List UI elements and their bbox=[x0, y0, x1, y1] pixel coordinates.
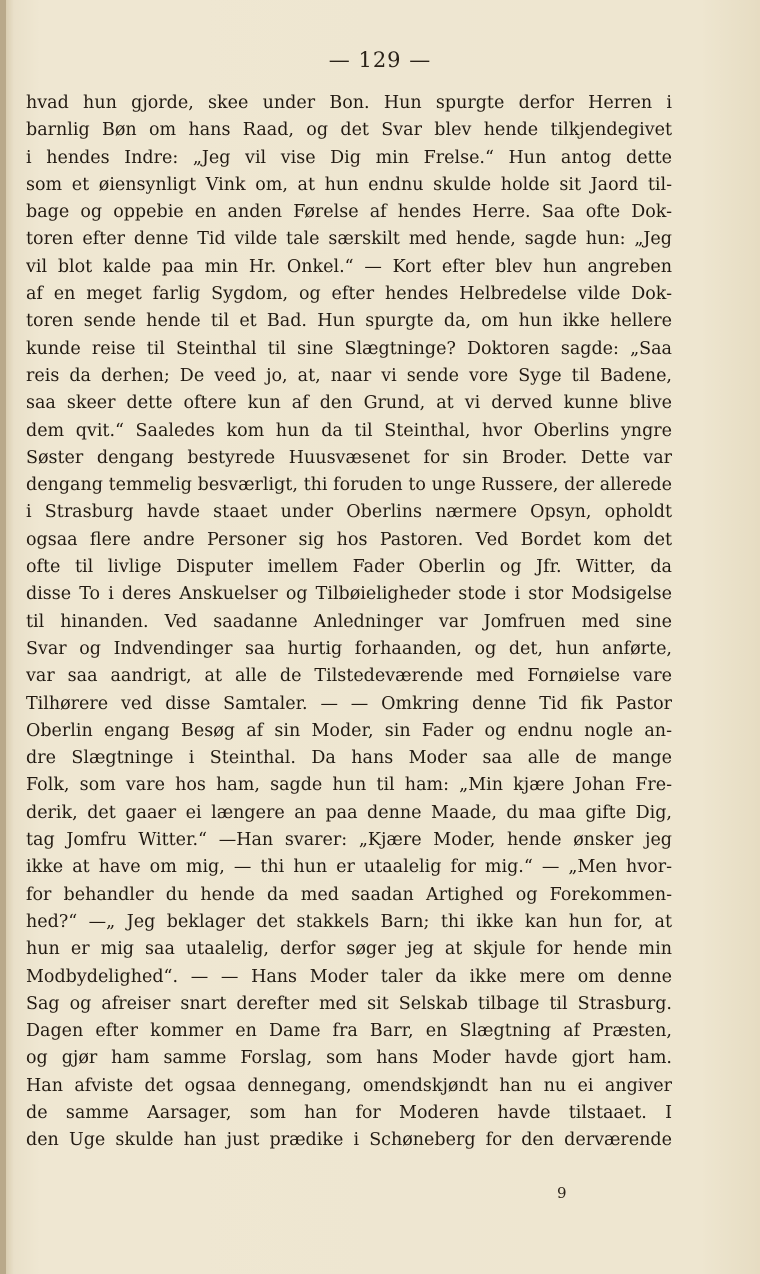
text-line: i Strasburg havde staaet under Oberlins nærmere Opsyn, opholdt bbox=[26, 502, 672, 523]
text-line: vil blot kalde paa min Hr. Onkel.“ — Kort efter blev hun angreben bbox=[26, 256, 672, 277]
text-line: ogsaa flere andre Personer sig hos Pastoren. Ved Bordet kom det bbox=[26, 529, 672, 550]
text-line: Oberlin engang Besøg af sin Moder, sin Fader og endnu nogle an- bbox=[26, 720, 672, 741]
text-line: kunde reise til Steinthal til sine Slægtninge? Doktoren sagde: „Saa bbox=[26, 338, 672, 359]
text-line: disse To i deres Anskuelser og Tilbøieligheder stode i stor Modsigelse bbox=[26, 584, 672, 605]
text-line: saa skeer dette oftere kun af den Grund, at vi derved kunne blive bbox=[26, 393, 672, 414]
text-line: til hinanden. Ved saadanne Anledninger var Jomfruen med sine bbox=[26, 611, 672, 632]
text-line: Folk, som vare hos ham, sagde hun til ham: „Min kjære Johan Fre- bbox=[26, 775, 672, 796]
text-line: toren efter denne Tid vilde tale særskilt med hende, sagde hun: „Jeg bbox=[26, 229, 672, 250]
page-spine-shadow bbox=[0, 0, 6, 1274]
text-line: af en meget farlig Sygdom, og efter hendes Helbredelse vilde Dok- bbox=[26, 284, 672, 305]
text-line: reis da derhen; De veed jo, at, naar vi sende vore Syge til Badene, bbox=[26, 365, 672, 386]
text-line: for behandler du hende da med saadan Artighed og Forekommen- bbox=[26, 884, 672, 905]
text-line: hed?“ —„ Jeg beklager det stakkels Barn; thi ikke kan hun for, at bbox=[26, 911, 672, 932]
text-line: bage og oppebie en anden Førelse af hendes Herre. Saa ofte Dok- bbox=[26, 202, 672, 223]
text-line: tag Jomfru Witter.“ —Han svarer: „Kjære Moder, hende ønsker jeg bbox=[26, 830, 672, 851]
text-line: i hendes Indre: „Jeg vil vise Dig min Frelse.“ Hun antog dette bbox=[26, 147, 672, 168]
text-line: var saa aandrigt, at alle de Tilstedeværende med Fornøielse vare bbox=[26, 666, 672, 687]
text-line: Dagen efter kommer en Dame fra Barr, en Slægtning af Præsten, bbox=[26, 1021, 672, 1042]
text-line: toren sende hende til et Bad. Hun spurgte da, om hun ikke hellere bbox=[26, 311, 672, 332]
text-line: som et øiensynligt Vink om, at hun endnu skulde holde sit Jaord til- bbox=[26, 174, 672, 195]
text-line: Svar og Indvendinger saa hurtig forhaanden, og det, hun anførte, bbox=[26, 638, 672, 659]
text-line: derik, det gaaer ei længere an paa denne Maade, du maa gifte Dig, bbox=[26, 802, 672, 823]
text-line: ofte til livlige Disputer imellem Fader Oberlin og Jfr. Witter, da bbox=[26, 557, 672, 578]
text-line: Søster dengang bestyrede Huusvæsenet for sin Broder. Dette var bbox=[26, 447, 672, 468]
text-line: dre Slægtninge i Steinthal. Da hans Moder saa alle de mange bbox=[26, 748, 672, 769]
body-text bbox=[26, 90, 672, 1155]
text-line: og gjør ham samme Forslag, som hans Moder havde gjort ham. bbox=[26, 1048, 672, 1069]
text-line: Tilhørere ved disse Samtaler. — — Omkring denne Tid fik Pastor bbox=[26, 693, 672, 714]
text-line: hun er mig saa utaalelig, derfor søger jeg at skjule for hende min bbox=[26, 939, 672, 960]
text-line: dengang temmelig besværligt, thi foruden to unge Russere, der allerede bbox=[26, 475, 672, 496]
text-line: de samme Aarsager, som han for Moderen havde tilstaaet. I bbox=[26, 1102, 672, 1123]
text-line: den Uge skulde han just prædike i Schøneberg for den derværende bbox=[26, 1130, 672, 1151]
text-line: barnlig Bøn om hans Raad, og det Svar blev hende tilkjendegivet bbox=[26, 120, 672, 141]
text-line: hvad hun gjorde, skee under Bon. Hun spurgte derfor Herren i bbox=[26, 93, 672, 113]
text-line: Sag og afreiser snart derefter med sit Selskab tilbage til Strasburg. bbox=[26, 993, 672, 1014]
signature-mark: 9 bbox=[557, 1184, 567, 1202]
text-line: Han afviste det ogsaa dennegang, omendskjøndt han nu ei angiver bbox=[26, 1075, 672, 1096]
text-line: dem qvit.“ Saaledes kom hun da til Steinthal, hvor Oberlins yngre bbox=[26, 420, 672, 441]
text-line: ikke at have om mig, — thi hun er utaalelig for mig.“ — „Men hvor- bbox=[26, 857, 672, 878]
page-number: — 129 — bbox=[328, 48, 432, 72]
text-line: Modbydelighed“. — — Hans Moder taler da ikke mere om denne bbox=[26, 966, 672, 987]
